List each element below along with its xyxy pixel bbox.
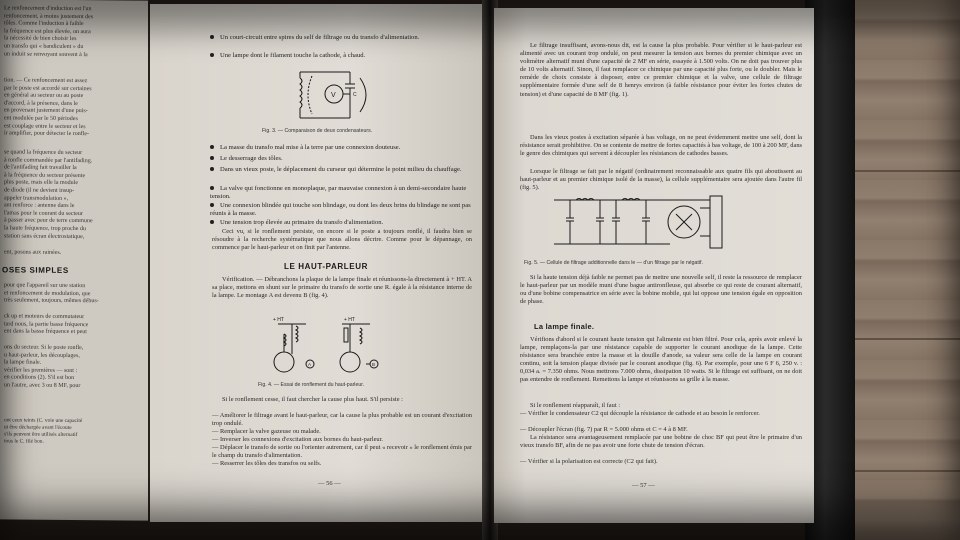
dash-item: — Resserrer les tôles des transfos ou selfs. [212,460,322,467]
text-line: un induit se renvoyant souvent à la [4,50,88,58]
text-line: tôles. Comme l'induction à faible [4,20,84,28]
bullet-dot-icon [210,53,214,57]
fig4-label-b: B [372,362,376,367]
text-line: la lampe finale. [4,359,42,366]
bullet-dot-icon [210,156,214,160]
text-line: et renfoncement de modulation, que [4,289,91,297]
prev-text-more [4,313,140,337]
bullet-text: Une tension trop élevée au primaire du transfo d'alimentation. [220,219,384,226]
text-line: ut être déchargée avant l'écoute [4,424,72,431]
paragraph: Ceci vu, si le ronflement persiste, on encore si le poste a toujours ronflé, il faudra bien se résoudre à la recherche systématique que nous allons décrire. Comme pour le dépannage, on commence par le haut-parleur et on finit par l'antenne. [212,228,472,252]
text-line: ent, posons aux rainées. [4,249,62,256]
text-line: en conditions (2). S'il est bon [4,374,75,382]
text-line: tion. — Ce renfoncement est assez [4,77,88,85]
prev-text-more2 [4,344,140,391]
text-line: un l'autre, avec 3 ou 8 MF, pour [4,382,81,390]
paragraph: Si le ronflement réapparaît, il faut : [530,402,620,409]
bullet-text: Une lampe dont le filament touche la cathode, à chaud. [220,52,366,59]
text-line: ont ceux teints (C. voie une capacité [4,417,83,425]
text-line: pour que l'appareil sur une station [4,282,86,290]
text-line: ent modulée par le 50 périodes [4,115,78,123]
text-line: à passer avec peur de terre commune [4,217,93,225]
text-line: renfoncement, à moins justement des [4,12,94,20]
paragraph: Si le ronflement cesse, il faut chercher la cause plus haut. S'il persiste : [222,396,403,403]
text-line: à la fréquence du secteur présente [4,172,86,179]
page-number: — 56 — [318,480,341,487]
bullet-text: La masse du transfo mal mise à la terre par une connexion douteuse. [220,144,401,151]
left-page [150,4,486,522]
text-line: s'ils peuvent être utilisés alternatif [4,431,78,439]
text-line: se quand la fréquence du secteur [4,149,83,157]
dash-item: — Déplacer le transfo de sortie ou l'orienter autrement, car il peut « recevoir » le ronflement émis par le champ du transfo d'alimentation. [212,444,472,460]
bullet-item [210,144,472,152]
paragraph: Lorsque le filtrage se fait par le négatif (ordinairement reconnaissable aux quatre fils qui aboutissent au haut-parleur et au premier chimique isolé de la masse), la cellule supplémentaire sera ajoutée dans l'autre fil (fig. 5). [520,168,802,192]
text-line: d'accord, à la présence, dans le [4,100,78,107]
text-line: à ronfle commandée par l'antifading. [4,156,93,164]
bullet-text: Un court-circuit entre spires du self de filtrage ou du transfo d'alimentation. [220,34,420,41]
bullet-item [210,202,472,218]
fig4-label-ht2: + HT [344,317,355,323]
prev-text-low [4,149,140,241]
right-page [494,8,814,523]
text-line: la haute fréquence, trop proche du [4,225,86,233]
dash-item: La résistance sera avantageusement remplacée par une bobine de choc BF qui peut être le primaire d'un vieux transfo BF, afin de ne pas avoir une forte chute de tension d'écran. [520,434,802,450]
text-line: ant renforce : antenne dans le [4,202,75,210]
prev-text-after-heading [4,282,140,306]
paragraph: Le filtrage insuffisant, avons-nous dit, est la cause la plus probable. Pour vérifier si le haut-parleur est alimenté avec un courant trop ondulé, on peut mesurer la tension aux bornes du premier chimique avec un voltmètre alternatif muni d'une capacité de 2 MF en série, essayée à 1.500 volts. On ne doit pas trouver plus de 10 volts alternatif. Sinon, il faut remplacer ce chimique par une capacité plus forte, ou le doubler. Mais le remède de choix consiste à disposer, entre ce premier chimique et la valve, une cellule de filtrage supplémentaire formée d'une self de 8 henrys environ (à faible résistance pour éviter les fortes chutes de tension) et d'une capacité de 8 MF (fig. 1). [520,42,802,98]
page-number: — 57 — [632,482,655,489]
dash-item: — Découpler l'écran (fig. 7) par R = 5.000 ohms et C = 4 à 8 MF. [520,426,688,433]
text-line: ent dans la basse fréquence et peut [4,328,87,336]
text-line: un transfo qui « bandiculent » du [4,43,84,51]
text-line: ons du secteur. Si le poste ronfle, [4,344,84,352]
bullet-text: Une connexion blindée qui touche son blindage, ou dont les deux brins du blindage ne sont pas réunis à la masse. [210,202,471,218]
bullet-text: La valve qui fonctionne en monoplaque, par mauvaise connexion à un demi-secondaire haute tension. [210,185,467,201]
bullet-item [210,219,472,227]
text-line: la fréquence est plus élevée, on aura [4,28,91,35]
text-line: ck up et moteurs de commutateur [4,313,85,321]
dash-item: — Améliorer le filtrage avant le haut-parleur, car la cause la plus probable est un courant d'excitation trop ondulé. [212,412,472,428]
prev-text-bottom [4,417,140,446]
fig3-label-c: C [353,92,357,98]
text-line: est couplage entre le secteur et les [4,122,86,130]
text-line: tard nous, la partie basse fréquence [4,320,89,328]
fig4-label-ht: + HT [273,317,284,323]
paragraph: Vérifions d'abord si le courant haute tension qui l'alimente est bien filtré. Pour cela, après avoir enlevé la lampe, remplaçons-la par une résistance capable de supporter le courant anodique de la lampe. Cette résistance sera branchée entre la masse et la douille d'anode, sa valeur sera celle de la lampe en courant continu, soit la tension plaque divisée par le courant anodique (fig. 6). Par exemple, pour une 6 F 6, 250 v. : 0,034 a. = 7.350 ohms. Nous mettrons 7.000 ohms, dissipation 10 watts. Si le filtrage est suffisant, on ne doit pas entendre de ronflement. Remettons la lampe et réunissons sa grille à la masse. [520,336,802,384]
dash-item: — Vérifier si la polarisation est correcte (C2 qui fait). [520,458,658,465]
paragraph: Vérification. — Débranchons la plaque de la lampe finale et réunissons-la directement à + HT. A sa place, mettons en shunt sur le primaire du transfo de sortie une R. égale à la résistance interne de la lampe. Le montage A est devenu B (fig. 4). [212,276,472,300]
text-line: Le renfoncement d'induction est l'un [4,5,92,13]
bullet-item [210,166,472,174]
bullet-dot-icon [210,145,214,149]
fig3-label-v: V [331,92,336,99]
figure-4-schematic [270,314,400,380]
section-heading-haut-parleur: LE HAUT-PARLEUR [284,262,368,271]
prev-section-heading: OSES SIMPLES [2,265,69,275]
text-line: très seulement, toujours, mêmes débus- [4,297,99,305]
text-line: plus poste, mais elle la module [4,179,78,187]
bullet-dot-icon [210,167,214,171]
bullet-item [210,185,472,201]
text-line: ir amplifier, pour détecter le ronfle- [4,130,90,138]
text-line: en provenant justement d'une puis- [4,107,88,115]
prev-text-mid [4,77,140,139]
text-line: l'amas pour le courant du secteur [4,210,83,217]
bullet-text: Dans un vieux poste, le déplacement du curseur qui détermine le point milieu du chauffage. [220,166,462,173]
text-line: vérifier les premières — sont : [4,367,78,374]
bullet-dot-icon [210,186,214,190]
paragraph: Si la haute tension déjà faible ne permet pas de mettre une nouvelle self, il reste la ressource de remplacer le haut-parleur par un modèle muni d'une bague antironfleuse, qui absorbe ce qui reste de courant alternatif, ou d'une bobine compensatrice en série avec la bobine mobile, qui lui oppose une tension égale en opposition de phase. [520,274,802,306]
fig4-label-a: A [308,362,312,367]
figure-3-schematic [290,70,380,128]
text-line: de diode (il ne devient insup- [4,187,75,194]
dash-item: — Inverser les connexions d'excitation aux bornes du haut-parleur. [212,436,383,443]
text-line: u haut-parleur, les découplages, [4,351,80,359]
bullet-item [210,52,472,60]
dash-item: — Remplacer la valve gazeuse ou malade. [212,428,321,435]
bullet-item [210,155,472,163]
section-heading-lampe-finale: La lampe finale. [534,322,595,331]
figure-5-caption: Fig. 5. — Cellule de filtrage additionnelle dans le — d'un filtrage par le négatif. [524,260,703,266]
bullet-item [210,34,472,42]
figure-5-schematic [550,188,730,258]
text-line: station sans écran électrostatique, [4,232,85,240]
text-line: la nécessité de bien choisir les [4,35,77,43]
text-line: par le poste est accordé sur certaines [4,84,92,92]
prev-text-top [4,5,140,59]
paragraph: Dans les vieux postes à excitation séparée à bas voltage, on ne peut évidemment mettre une self, dont la résistance serait prohibitive. On se contente de mettre de fortes capacités à bas voltage, de 100 à 200 MF, dans le genre des chimiques qui servent à découpler les résistances de cathodes basses. [520,134,803,158]
bullet-dot-icon [210,203,214,207]
figure-4-caption: Fig. 4. — Essai de ronflement du haut-parleur. [258,382,365,388]
dash-item: — Vérifier le condensateur C2 qui découple la résistance de cathode et au besoin le renforcer. [520,410,760,417]
bullet-dot-icon [210,35,214,39]
text-line: de l'antifading fait travailler la [4,164,77,172]
figure-3-caption: Fig. 3. — Comparaison de deux condensateurs. [262,128,373,134]
previous-page [0,0,148,521]
text-line: en général au secteur ou au poste [4,92,84,100]
text-line: tous le C. filé bon. [4,438,44,445]
text-line: appeler transmodulation », [4,194,69,202]
bullet-text: Le desserrage des tôles. [220,155,283,162]
bullet-dot-icon [210,220,214,224]
